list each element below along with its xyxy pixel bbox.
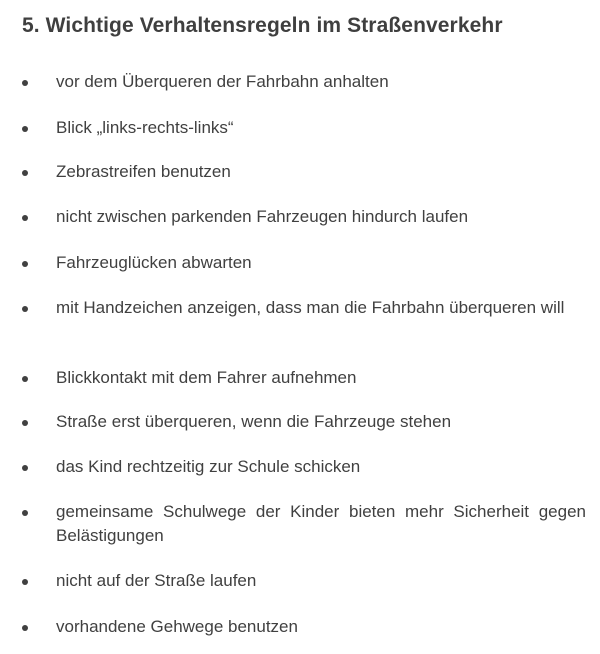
bullet-icon — [22, 376, 28, 382]
bullet-icon — [22, 215, 28, 221]
list-item-text: gemeinsame Schulwege der Kinder bieten mehr Sicherheit gegen Belästigungen — [56, 502, 586, 545]
list-item-text: Straße erst überqueren, wenn die Fahrzeuge stehen — [56, 412, 452, 431]
list-item-text: Blickkontakt mit dem Fahrer aufnehmen — [56, 368, 357, 387]
list-item — [22, 251, 586, 275]
list-item — [22, 569, 586, 593]
bullet-icon — [22, 306, 28, 312]
bullet-icon — [22, 126, 28, 132]
list-item-text: mit Handzeichen anzeigen, dass man die Fahrbahn überqueren will — [56, 298, 565, 317]
list-item-text: Zebrastreifen benutzen — [56, 162, 231, 181]
list-item — [22, 70, 586, 94]
bullet-icon — [22, 261, 28, 267]
list-item — [22, 366, 586, 390]
bullet-icon — [22, 80, 28, 86]
list-item — [22, 296, 586, 320]
bullet-icon — [22, 579, 28, 585]
section-heading: 5. Wichtige Verhaltensregeln im Straßenverkehr — [22, 14, 503, 37]
list-item-text: Blick „links-rechts-links“ — [56, 118, 234, 137]
list-item — [22, 116, 586, 140]
list-item — [22, 410, 586, 434]
list-item-text: vor dem Überqueren der Fahrbahn anhalten — [56, 72, 389, 91]
bullet-icon — [22, 625, 28, 631]
list-item — [22, 160, 586, 184]
list-item-text: vorhandene Gehwege benutzen — [56, 617, 298, 636]
list-item — [22, 615, 586, 639]
bullet-icon — [22, 465, 28, 471]
list-item-text: Fahrzeuglücken abwarten — [56, 253, 252, 272]
list-item — [22, 455, 586, 479]
bullet-icon — [22, 420, 28, 426]
list-item-text: nicht zwischen parkenden Fahrzeugen hindurch laufen — [56, 207, 469, 226]
bullet-icon — [22, 170, 28, 176]
list-item — [22, 205, 586, 229]
bullet-icon — [22, 510, 28, 516]
list-item-text: das Kind rechtzeitig zur Schule schicken — [56, 457, 361, 476]
list-item-text: nicht auf der Straße laufen — [56, 571, 257, 590]
list-item — [22, 500, 586, 548]
